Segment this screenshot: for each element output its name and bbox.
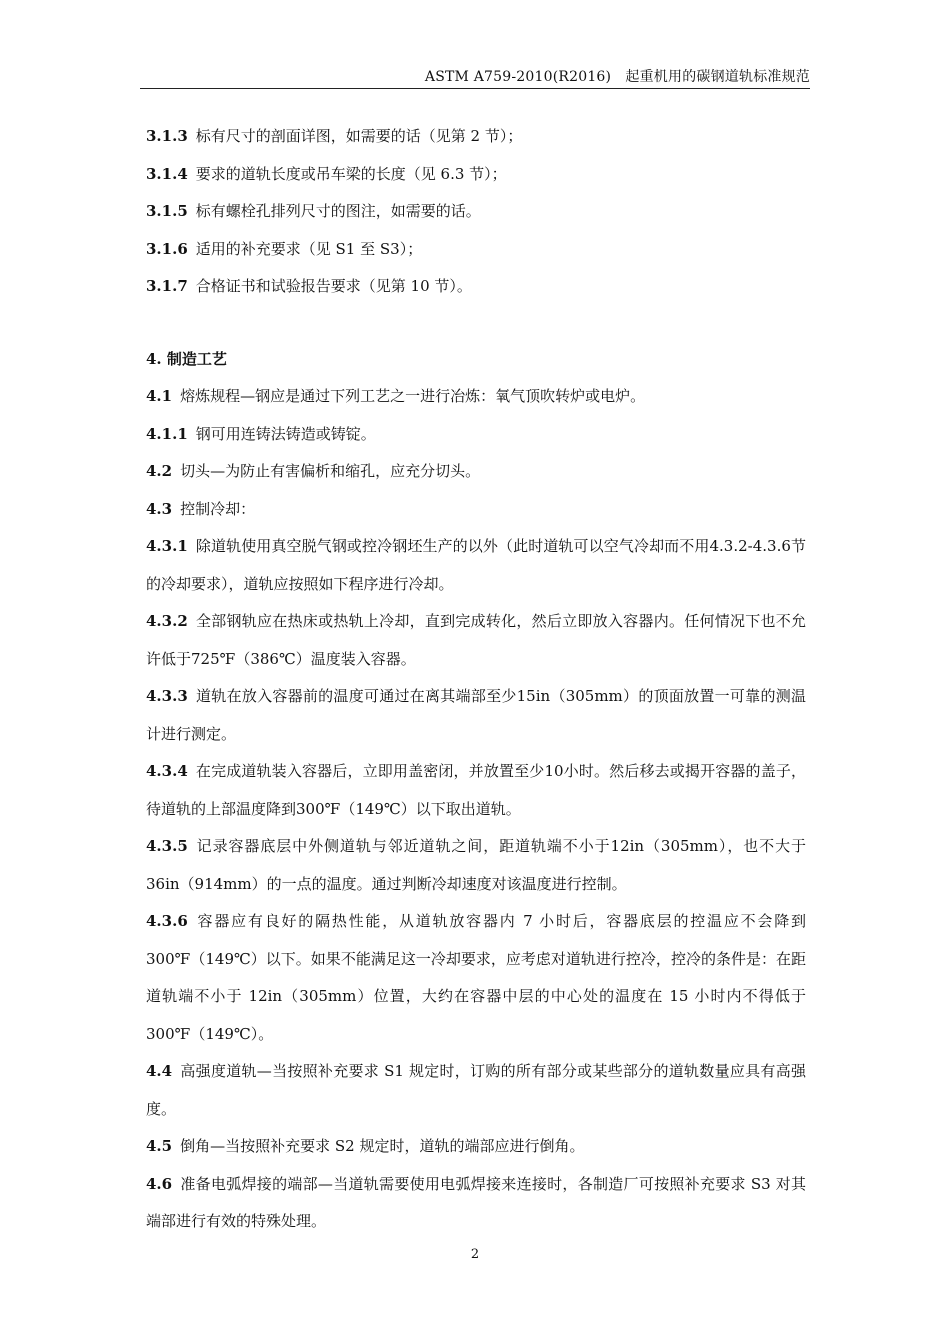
section-spacer xyxy=(146,306,806,341)
clause-number: 3.1.4 xyxy=(146,164,188,183)
running-header-title: ASTM A759-2010(R2016) 起重机用的碳钢道轨标准规范 xyxy=(424,69,810,85)
clause-4-3-1 xyxy=(146,528,806,603)
document-body xyxy=(146,118,806,1241)
page-number: 2 xyxy=(470,1247,480,1262)
clause-4-3-2 xyxy=(146,603,806,678)
clause-text: 熔炼规程—钢应是通过下列工艺之一进行冶炼：氧气顶吹转炉或电炉。 xyxy=(180,387,646,405)
clause-text: 道轨在放入容器前的温度可通过在离其端部至少15in（305mm）的顶面放置一可靠的测温计进行测定。 xyxy=(146,687,806,743)
clause-text: 标有螺栓孔排列尺寸的图注，如需要的话。 xyxy=(195,202,481,220)
clause-3-1-3 xyxy=(146,118,806,156)
clause-number: 3.1.6 xyxy=(146,239,188,258)
clause-number: 4.3 xyxy=(146,499,173,518)
clause-number: 4.3.3 xyxy=(146,687,188,705)
clause-text: 切头—为防止有害偏析和缩孔，应充分切头。 xyxy=(180,462,481,480)
header-rule xyxy=(140,88,810,89)
clause-3-1-4 xyxy=(146,156,806,194)
clause-text: 标有尺寸的剖面详图，如需要的话（见第 2 节）； xyxy=(195,127,523,145)
clause-number: 4.5 xyxy=(146,1137,173,1155)
clause-text: 除道轨使用真空脱气钢或控冷钢坯生产的以外（此时道轨可以空气冷却而不用4.3.2-4.3.6节的冷却要求），道轨应按照如下程序进行冷却。 xyxy=(146,537,806,593)
clause-text: 要求的道轨长度或吊车梁的长度（见 6.3 节）； xyxy=(195,164,507,183)
clause-text: 适用的补充要求（见 S1 至 S3）； xyxy=(195,239,423,258)
clause-text: 高强度道轨—当按照补充要求 S1 规定时，订购的所有部分或某些部分的道轨数量应具有高强度。 xyxy=(146,1062,806,1118)
clause-3-1-7 xyxy=(146,268,806,306)
clause-4-5 xyxy=(146,1128,806,1166)
clause-text: 容器应有良好的隔热性能，从道轨放容器内 7 小时后，容器底层的控温应不会降到300℉（149℃）以下。如果不能满足这一冷却要求，应考虑对道轨进行控冷，控冷的条件是：在距道轨端不小于 12in（305mm）位置，大约在容器中层的中心处的温度在 15 小时内不得低于 300℉（149℃）。 xyxy=(146,912,806,1043)
clause-number: 4.3.6 xyxy=(146,912,188,930)
clause-text: 合格证书和试验报告要求（见第 10 节）。 xyxy=(195,277,472,295)
clause-number: 4.3.4 xyxy=(146,762,188,780)
clause-number: 3.1.5 xyxy=(146,202,188,220)
clause-text: 控制冷却： xyxy=(180,499,256,518)
clause-4-3-5 xyxy=(146,828,806,903)
clause-4-3-3 xyxy=(146,678,806,753)
clause-number: 4.3.5 xyxy=(146,837,188,855)
section-heading: 4. 制造工艺 xyxy=(146,349,227,368)
clause-4-3 xyxy=(146,491,806,529)
clause-number: 4.3.2 xyxy=(146,612,188,630)
clause-text: 倒角—当按照补充要求 S2 规定时，道轨的端部应进行倒角。 xyxy=(180,1137,585,1155)
clause-text: 在完成道轨装入容器后，立即用盖密闭，并放置至少10小时。然后移去或揭开容器的盖子，待道轨的上部温度降到300℉（149℃）以下取出道轨。 xyxy=(146,762,806,818)
clause-number: 4.1.1 xyxy=(146,424,188,443)
clause-4-3-6 xyxy=(146,903,806,1053)
clause-3-1-5 xyxy=(146,193,806,231)
clause-4-2 xyxy=(146,453,806,491)
clause-4-3-4 xyxy=(146,753,806,828)
clause-number: 4.6 xyxy=(146,1174,173,1193)
clause-text: 准备电弧焊接的端部—当道轨需要使用电弧焊接来连接时，各制造厂可按照补充要求 S3 对其端部进行有效的特殊处理。 xyxy=(146,1174,806,1230)
clause-text: 记录容器底层中外侧道轨与邻近道轨之间，距道轨端不小于12in（305mm），也不大于36in（914mm）的一点的温度。通过判断冷却速度对该温度进行控制。 xyxy=(146,837,806,893)
clause-number: 4.2 xyxy=(146,462,173,480)
clause-4-4 xyxy=(146,1053,806,1128)
clause-number: 4.1 xyxy=(146,387,173,405)
clause-number: 3.1.3 xyxy=(146,127,188,145)
clause-3-1-6 xyxy=(146,231,806,269)
clause-4-1 xyxy=(146,378,806,416)
clause-4-1-1 xyxy=(146,416,806,454)
clause-number: 4.3.1 xyxy=(146,537,188,555)
clause-text: 钢可用连铸法铸造或铸锭。 xyxy=(195,424,376,443)
clause-4-6 xyxy=(146,1166,806,1241)
clause-number: 4.4 xyxy=(146,1062,173,1080)
clause-text: 全部钢轨应在热床或热轨上冷却，直到完成转化，然后立即放入容器内。任何情况下也不允许低于725℉（386℃）温度装入容器。 xyxy=(146,612,806,668)
clause-number: 3.1.7 xyxy=(146,277,188,295)
